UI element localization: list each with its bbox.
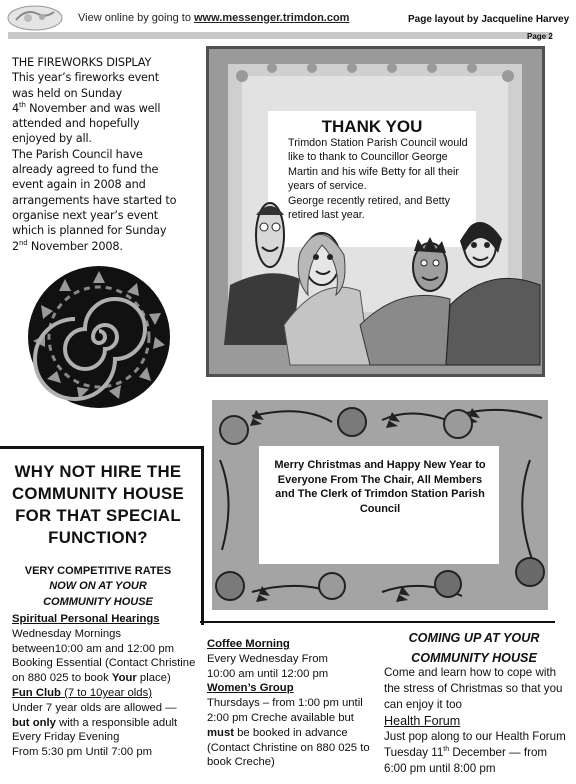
spiritual-heading: Spiritual Personal Hearings (12, 613, 160, 625)
spiritual-booking (12, 656, 202, 686)
womens-text-b: be booked in advance (Contact Christine on 880 025 to book Creche) (207, 726, 370, 769)
womens-text (207, 696, 379, 770)
fireworks-p2-sup: nd (19, 238, 28, 247)
fireworks-title: THE FIREWORKS DISPLAY (12, 56, 152, 69)
fun-line-2-text: with a responsible adult (55, 716, 178, 729)
spiritual-line-1: Wednesday Mornings (12, 627, 122, 640)
fun-club-heading (12, 686, 202, 701)
fireworks-p1-rest: November and was well attended and hopefully enjoyed by all. (12, 101, 161, 146)
christmas-message: Merry Christmas and Happy New Year to Everyone From The Chair, All Members and The Clerk of Trimdon Station Parish Council (274, 459, 486, 515)
coffee-line-1: Every Wednesday From (207, 652, 328, 665)
health-forum-heading: Health Forum (384, 714, 461, 728)
fun-line-2 (12, 716, 202, 731)
thank-you-text-2: George recently retired, and Betty retired last year. (288, 194, 451, 222)
fireworks-p1-sup: th (19, 101, 26, 110)
health-forum-text-a: Just pop along to our Health Forum Tuesday 11 (384, 730, 566, 759)
health-forum-sup: th (443, 746, 450, 754)
header-rule (8, 32, 552, 39)
fireworks-paragraph-2 (12, 147, 180, 254)
hire-rates-line: VERY COMPETITIVE RATES (24, 565, 172, 577)
health-forum-text-b: December — from 6:00 pm until 8:00 pm (384, 746, 548, 775)
womens-heading: Women’s Group (207, 682, 294, 695)
fireworks-p1-text: This year’s fireworks event was held on Sunday (12, 71, 159, 100)
website-link[interactable]: www.messenger.trimdon.com (194, 12, 350, 24)
fireworks-p2-day: 2 (12, 239, 19, 253)
spiritual-line-2: between10:00 am and 12:00 pm (12, 642, 175, 655)
fun-line-3: Every Friday Evening (12, 731, 120, 744)
spiritual-your: Your (111, 672, 137, 685)
womens-must: must (207, 726, 234, 739)
hire-now-on-line: NOW ON AT YOUR (49, 579, 147, 592)
fireworks-p1-day: 4 (12, 101, 19, 115)
christmas-stress-text: Come and learn how to cope with the stress of Christmas so that you can enjoy it too (384, 666, 563, 711)
fireworks-article (12, 55, 180, 254)
layout-credit: Page layout by Jacqueline Harvey (408, 14, 570, 25)
womens-text-a: Thursdays – from 1:00 pm until 2:00 pm Creche available but (207, 697, 363, 724)
fun-line-1: Under 7 year olds are allowed — (12, 701, 177, 714)
coming-up-line-2: COMMUNITY HOUSE (411, 651, 537, 665)
coffee-heading: Coffee Morning (207, 638, 290, 650)
fun-club-title: Fun Club (12, 686, 61, 699)
spiral-disc-illustration (27, 265, 171, 409)
coming-up-line-1: COMING UP AT YOUR (408, 631, 540, 645)
fun-club-ages: (7 to 10year olds) (60, 686, 153, 699)
spiritual-booking-text: Booking Essential (Contact Christine on 880 025 to book (12, 657, 196, 685)
hire-rates (4, 564, 192, 593)
hire-community-house: COMMUNITY HOUSE (43, 596, 153, 608)
fireworks-p2-rest: November 2008. (27, 239, 123, 253)
coming-up-column (384, 665, 570, 777)
fireworks-paragraph-1 (12, 70, 180, 146)
thank-you-text-1: Trimdon Station Parish Council would like to thank to Councillor George Martin and his wife Betty for all their years of service. (288, 137, 468, 193)
health-forum-text (384, 729, 570, 777)
messenger-logo (6, 2, 64, 32)
hire-title: WHY NOT HIRE THE COMMUNITY HOUSE FOR THAT SPECIAL FUNCTION? (11, 462, 184, 547)
cartoon-people-illustration (210, 195, 542, 373)
activities-column-1 (12, 612, 202, 760)
thank-you-title: THANK YOU (321, 117, 423, 136)
view-online-text (78, 12, 349, 24)
fireworks-p2-text: The Parish Council have already agreed to fund the event again in 2008 and arrangements have started to organise next year’s event which is planned for Sunday (12, 147, 177, 238)
page-number: Page 2 (527, 32, 553, 41)
activities-column-2 (207, 637, 379, 770)
coming-up-title (384, 628, 564, 668)
coffee-line-2: 10:00 am until 12:00 pm (207, 667, 329, 680)
section-rule (200, 621, 555, 623)
spiritual-place: place) (136, 672, 171, 685)
view-online-prefix: View online by going to (78, 12, 194, 24)
fun-line-4: From 5:30 pm Until 7:00 pm (12, 746, 153, 759)
fun-but-only: but only (12, 716, 56, 729)
